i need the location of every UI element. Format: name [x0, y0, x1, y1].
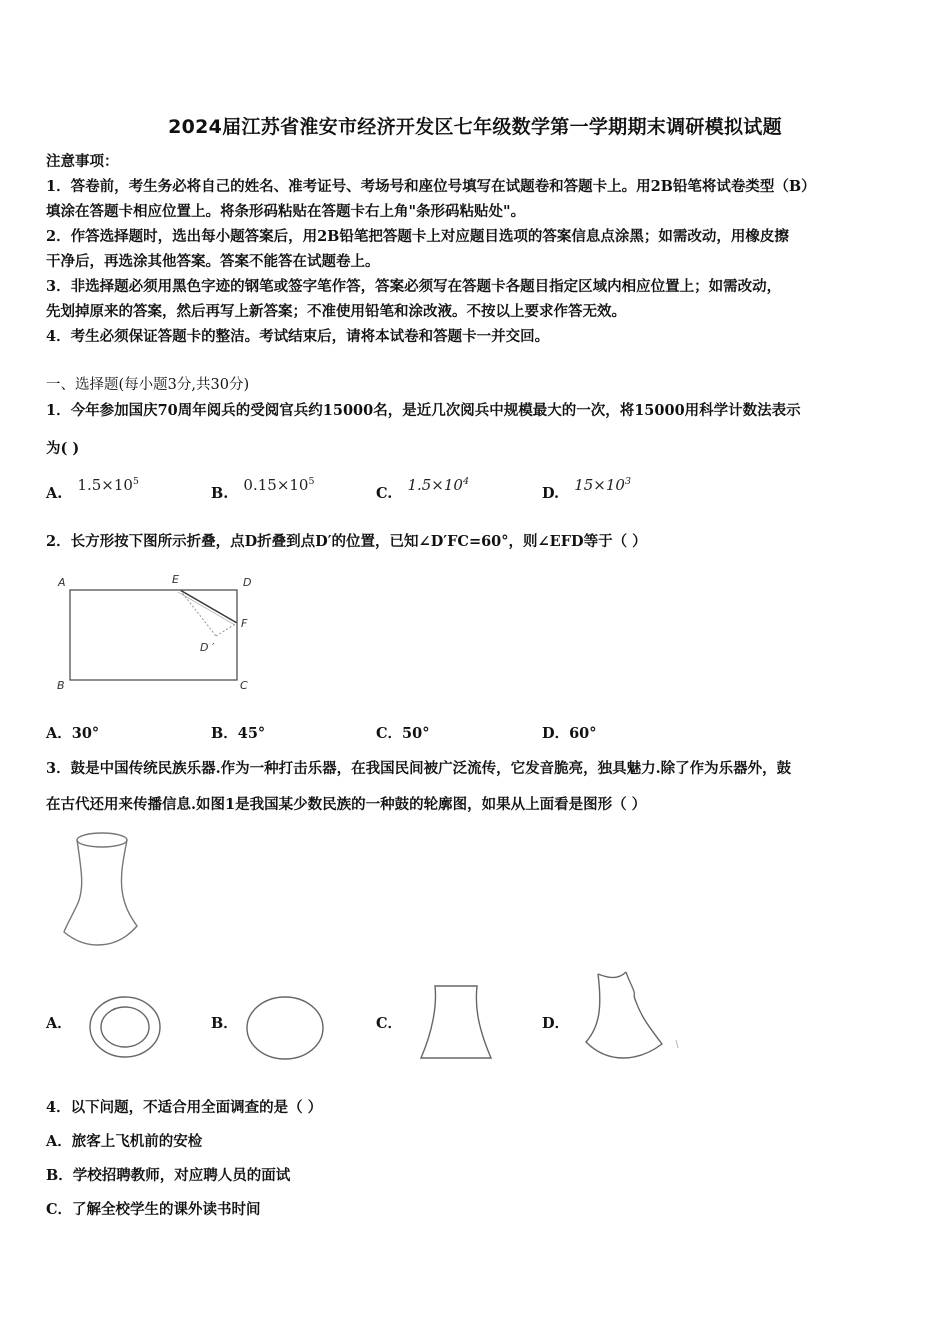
single-circle	[247, 997, 323, 1059]
label-d-prime: D ′	[200, 641, 215, 654]
page-title: 2024届江苏省淮安市经济开发区七年级数学第一学期期末调研模拟试题	[168, 116, 782, 138]
q1-stem-line-1: 1．今年参加国庆70周年阅兵的受阅官兵约15000名，是近几次阅兵中规模最大的一次，将15000用科学计数法表示	[46, 402, 801, 419]
q4-option-b: B．学校招聘教师，对应聘人员的面试	[46, 1167, 291, 1184]
q1-option-d: D. $15\times 10^3$	[542, 476, 631, 502]
drum-top-rim	[77, 833, 127, 847]
q2-option-d: D．60°	[542, 725, 597, 742]
drum-side-outline	[586, 974, 662, 1058]
q3-option-b-circle	[243, 994, 328, 1064]
q4-option-c: C．了解全校学生的课外读书时间	[46, 1201, 261, 1218]
q3-option-a-label: A．	[46, 1015, 72, 1032]
q3-option-c-label: C．	[376, 1015, 403, 1032]
drum-top-left-arc	[598, 972, 626, 978]
q1-stem-line-2: 为( )	[46, 440, 80, 457]
q2-stem: 2．长方形按下图所示折叠，点D折叠到点D′的位置，已知∠D′FC=60°，则∠EFD等于（ ）	[46, 533, 647, 550]
rectangle-abcd	[70, 590, 237, 680]
stray-mark	[676, 1040, 678, 1048]
label-c: C	[240, 679, 248, 692]
label-f: F	[241, 617, 248, 630]
q2-option-b: B．45°	[211, 725, 266, 742]
q3-option-d-label: D．	[542, 1015, 570, 1032]
q4-option-a: A．旅客上飞机前的安检	[46, 1133, 203, 1150]
q3-stem-line-2: 在古代还用来传播信息.如图1是我国某少数民族的一种鼓的轮廓图，如果从上面看是图形（ ）	[46, 796, 647, 813]
inner-circle	[101, 1007, 149, 1047]
fold-shadow	[178, 592, 235, 625]
q1-option-b: B. $0.15\times 10^5$	[211, 476, 315, 502]
notice-item-2-line-2: 干净后，再选涂其他答案。答案不能答在试题卷上。	[46, 253, 380, 270]
q1-option-c: C. $1.5\times 10^4$	[376, 476, 469, 502]
q2-option-a: A．30°	[46, 725, 100, 742]
fold-line-ef	[180, 590, 237, 623]
q4-stem: 4．以下问题，不适合用全面调查的是（ ）	[46, 1099, 323, 1116]
q3-option-a-concentric-circles	[86, 994, 166, 1064]
q3-option-b-label: B．	[211, 1015, 238, 1032]
notice-item-1-line-2: 填涂在答题卡相应位置上。将条形码粘贴在答题卡右上角"条形码粘贴处"。	[46, 203, 526, 220]
drum-top-right-edge	[626, 972, 634, 996]
section-heading: 一、选择题(每小题3分,共30分)	[46, 377, 250, 393]
q3-option-c-front-view	[415, 980, 500, 1065]
q3-stem-line-1: 3．鼓是中国传统民族乐器.作为一种打击乐器，在我国民间被广泛流传，它发音脆亮，独具魅力.除了作为乐器外，鼓	[46, 760, 792, 777]
q1-option-a: A. $1.5\times 10^5$	[46, 476, 139, 502]
notice-heading: 注意事项：	[46, 153, 119, 170]
drum-body	[64, 840, 137, 945]
fold-rectangle-figure	[50, 568, 270, 698]
label-e: E	[172, 573, 179, 586]
label-a: A	[58, 576, 66, 589]
notice-item-2-line-1: 2．作答选择题时，选出每小题答案后，用2B铅笔把答题卡上对应题目选项的答案信息点涂黑；如需改动，用橡皮擦	[46, 228, 789, 245]
q2-option-c: C．50°	[376, 725, 430, 742]
trapezoid-shape	[421, 986, 491, 1058]
dashed-line-df	[216, 623, 237, 636]
q3-option-d-drum-view	[578, 966, 688, 1066]
label-d: D	[243, 576, 252, 589]
label-b: B	[57, 679, 65, 692]
dashed-line-ed	[180, 590, 216, 636]
notice-item-3-line-2: 先划掉原来的答案，然后再写上新答案；不准使用铅笔和涂改液。不按以上要求作答无效。	[46, 303, 626, 320]
notice-item-1-line-1: 1．答卷前，考生务必将自己的姓名、准考证号、考场号和座位号填写在试题卷和答题卡上。用2B铅笔将试卷类型（B）	[46, 178, 816, 195]
notice-item-4: 4．考生必须保证答题卡的整洁。考试结束后，请将本试卷和答题卡一并交回。	[46, 328, 550, 345]
drum-outline-figure	[58, 828, 148, 950]
notice-item-3-line-1: 3．非选择题必须用黑色字迹的钢笔或签字笔作答，答案必须写在答题卡各题目指定区域内相应位置上；如需改动，	[46, 278, 782, 295]
